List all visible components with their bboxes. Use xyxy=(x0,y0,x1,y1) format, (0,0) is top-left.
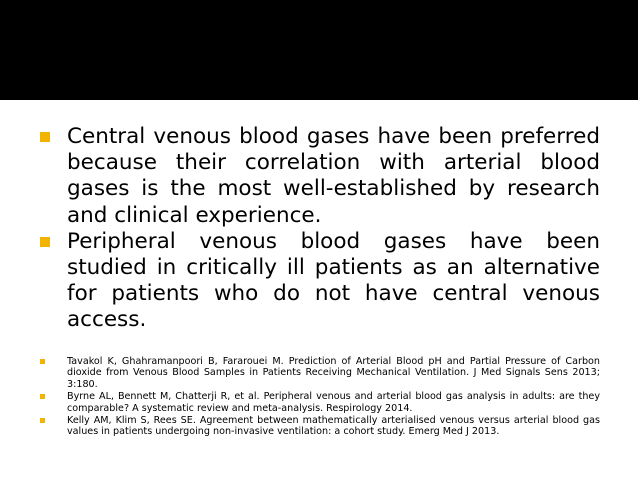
reference-text: Byrne AL, Bennett M, Chatterji R, et al. Peripheral venous and arterial blood gas analysis in adults: are they comparable? A systematic review and meta-analysis. Respirology 2014. xyxy=(67,391,600,414)
reference-text: Tavakol K, Ghahramanpoori B, Fararouei M. Prediction of Arterial Blood pH and Partial Pressure of Carbon dioxide from Venous Blood Samples in Patients Receiving Mechanical Ventilation. J Med Signals Sens 2013; 3:180. xyxy=(67,356,600,390)
bullet-item xyxy=(40,229,600,334)
reference-item xyxy=(40,356,600,390)
square-bullet-icon xyxy=(40,237,50,247)
square-bullet-icon xyxy=(40,132,50,142)
bullet-text: Peripheral venous blood gases have been studied in critically ill patients as an alternative for patients who do not have central venous access. xyxy=(67,228,600,333)
reference-list xyxy=(40,356,600,439)
bullet-text: Central venous blood gases have been preferred because their correlation with arterial blood gases is the most well-established by research and clinical experience. xyxy=(67,124,600,228)
square-bullet-icon xyxy=(40,359,45,364)
reference-item xyxy=(40,391,600,414)
reference-item xyxy=(40,415,600,438)
square-bullet-icon xyxy=(40,394,45,399)
bullet-list xyxy=(40,124,600,334)
square-bullet-icon xyxy=(40,418,45,423)
reference-text: Kelly AM, Klim S, Rees SE. Agreement between mathematically arterialised venous versus arterial blood gas values in patients undergoing non-invasive ventilation: a cohort study. Emerg Med J 2013. xyxy=(67,415,600,438)
title-band xyxy=(0,0,638,100)
bullet-item xyxy=(40,124,600,229)
